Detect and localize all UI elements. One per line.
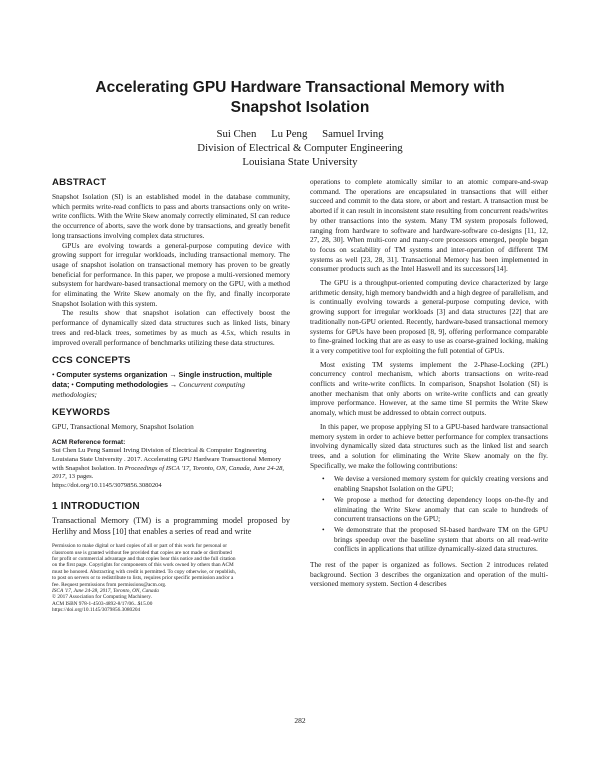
body-paragraph: operations to complete atomically similar to an atomic compare-and-swap command. The operations are encapsulated in transactions that will either succeed and commit to the data store, or abort and restart. A transaction must be aborted if it can result in inconsistent state resulting from concurrent reads/writes by other transactions into the system. Many TM system proposals followed, ranging from hardware to software and hardware-software co-designs [11, 12, 27, 28, 30]. When multi-core and many-core processors emerged, people began to focus on scalability of TM systems and inter-operation of different TM systems as well [23, 28, 31]. Transactional Memory has been implemented in consumer products such as the Intel Haswell and its successors[14]. xyxy=(310,177,548,274)
permission-line: fee. Request permissions from permissions@acm.org. xyxy=(52,581,167,588)
introduction-heading: 1 INTRODUCTION xyxy=(52,501,140,513)
permission-line: ACM ISBN 978-1-4503-4892-8/17/06...$15.00 xyxy=(52,600,153,607)
title-line-2: Snapshot Isolation xyxy=(230,99,370,116)
list-item xyxy=(310,474,548,493)
keywords-text: GPU, Transactional Memory, Snapshot Isolation xyxy=(52,422,194,432)
author-department: Division of Electrical & Computer Engineering xyxy=(197,142,403,154)
author-name: Lu Peng xyxy=(271,128,308,140)
acm-reference-plain: Sui Chen Lu Peng Samuel Irving Division of Electrical & Computer Engineering Louisiana State University . 2017. Accelerating GPU Hardware Transactional Memory with Snapshot Isolation. In xyxy=(52,447,282,472)
permission-line: to post on servers or to redistribute to lists, requires prior specific permission and/or a xyxy=(52,575,234,582)
author-university: Louisiana State University xyxy=(242,156,358,168)
ccs-bullet: • xyxy=(71,379,74,389)
ccs-text xyxy=(52,370,290,399)
abstract-paragraph: Snapshot Isolation (SI) is an established model in the database community, which permits write-read conflicts to pass and aborts transactions only on write-write conflicts. With the Write Skew anomaly correctly eliminated, SI can reduce the occurrence of aborts, save the work done by transactions, and greatly benefit long transactions involving complex data structures. xyxy=(52,192,290,240)
acm-reference-doi[interactable]: https://doi.org/10.1145/3079856.3080204 xyxy=(52,482,162,490)
title-line-1: Accelerating GPU Hardware Transactional Memory with xyxy=(95,79,505,96)
bullet-glyph: • xyxy=(322,524,325,534)
permission-line: must be honored. Abstracting with credit is permitted. To copy otherwise, or republish, xyxy=(52,568,237,575)
acm-reference-heading: ACM Reference format: xyxy=(52,439,126,447)
ccs-concept-1-detail: Single instruction, multiple data; xyxy=(52,370,273,389)
list-item xyxy=(310,495,548,524)
body-paragraph: Most existing TM systems implement the 2-Phase-Locking (2PL) concurrency control mechanism, which aborts transactions on write-read conflicts and write-write conflicts. In comparison, Snapshot Isolation (SI) is another mechanism that only aborts on write-write conflicts and can greatly improve performance. However, at the same time SI permits the Write Skew anomaly, which must be addressed to obtain correct outputs. xyxy=(310,359,548,418)
permission-notice xyxy=(52,543,290,613)
acm-reference-pages: 13 pages. xyxy=(66,473,94,481)
permission-line: classroom use is granted without fee provided that copies are not made or distributed xyxy=(52,549,232,556)
author-name: Sui Chen xyxy=(216,128,257,140)
keywords-heading: KEYWORDS xyxy=(52,407,111,419)
abstract-heading: ABSTRACT xyxy=(52,177,107,188)
permission-line[interactable]: https://doi.org/10.1145/3079856.3080204 xyxy=(52,607,141,614)
left-column xyxy=(52,177,290,614)
page-number: 282 xyxy=(294,716,306,725)
list-item xyxy=(310,525,548,554)
permission-line: on the first page. Copyrights for components of this work owned by others than ACM xyxy=(52,562,234,569)
abstract-paragraph: The results show that snapshot isolation can effectively boost the performance of dynamically sized data structures such as linked lists, binary trees and red-black trees, sometimes by as much as 4.5x, which results in improved overall performance of benchmarks utilizing these data structures. xyxy=(52,308,290,347)
permission-line: © 2017 Association for Computing Machinery. xyxy=(52,594,152,601)
right-column xyxy=(310,177,548,593)
author-block xyxy=(40,127,560,169)
contribution-text: We demonstrate that the proposed SI-based hardware TM on the GPU brings speedup over the baseline system that aborts on all read-write conflicts in applications that utilize dynamically-sized data structures. xyxy=(334,524,548,554)
paper-title xyxy=(40,78,560,118)
contribution-text: We propose a method for detecting dependency loops on-the-fly and eliminating the Write Skew anomaly that can scale to hundreds of concurrent transactions on the GPU; xyxy=(334,494,548,524)
ccs-concept-2: Computing methodologies xyxy=(75,379,169,389)
ccs-heading: CCS CONCEPTS xyxy=(52,355,131,367)
body-paragraph: The rest of the paper is organized as follows. Section 2 introduces related background. Section 3 describes the organization and operation of the multi-versioned memory system. Section 4 describes xyxy=(310,560,548,589)
author-name: Samuel Irving xyxy=(322,128,384,140)
ccs-concept-1: Computer systems organization xyxy=(56,370,168,380)
body-paragraph: In this paper, we propose applying SI to a GPU-based hardware transactional memory system in order to achieve better performance for complex transactions involving dynamically sized data structures such as the linked list and search trees, and a solution for eliminating the Write Skew anomaly on the fly. Specifically, we make the following contributions: xyxy=(310,421,548,470)
body-paragraph: The GPU is a throughput-oriented computing device characterized by large arithmetic density, high memory bandwidth and a high degree of parallelism, and is continually evolving towards a general-purpose computing device, with growing support for irregular workloads [3] and data structures [22] that are traditionally non-GPU oriented. Recently, hardware-based transactional memory systems for GPUs have been proposed [8, 9], offering performance comparable to fine-grained locking that are as easy to use as coarse-grained locking, making it a very competitive tool for exploiting the full potential of GPUs. xyxy=(310,278,548,355)
abstract-paragraph: GPUs are evolving towards a general-purpose computing device with growing support for irregular workloads, including transactional memory. The usage of snapshot isolation on transactional memory has proven to be greatly beneficial for performance. In this paper, we propose a multi-versioned memory subsystem for hardware-based transactional memory on the GPU, with a method for eliminating the Write Skew anomaly on the fly, and finally incorporate Snapshot Isolation with this system. xyxy=(52,240,290,308)
ccs-bullet: • xyxy=(52,370,55,380)
permission-line: Permission to make digital or hard copies of all or part of this work for personal or xyxy=(52,543,228,550)
ccs-concepts-section xyxy=(52,355,290,399)
ccs-arrow: → xyxy=(169,379,178,389)
ccs-arrow: → xyxy=(169,370,177,380)
contribution-text: We devise a versioned memory system for quickly creating versions and enabling Snapshot Isolation on the GPU; xyxy=(334,474,548,494)
acm-reference-venue: Proceedings of ISCA '17, Toronto, ON, Canada, June 24-28, 2017, xyxy=(52,464,285,481)
author-names xyxy=(40,127,560,141)
acm-reference-text xyxy=(52,447,290,491)
permission-line: ISCA '17, June 24-28, 2017, Toronto, ON, Canada xyxy=(52,588,159,595)
ccs-concept-2-detail: Concurrent computing methodologies; xyxy=(52,379,246,399)
abstract-section xyxy=(52,177,290,347)
introduction-paragraph: Transactional Memory (TM) is a programming model proposed by Herlihy and Moss [10] that enables a series of read and write xyxy=(52,516,290,536)
permission-line: for profit or commercial advantage and that copies bear this notice and the full citation xyxy=(52,556,236,563)
bullet-glyph: • xyxy=(322,474,325,484)
bullet-glyph: • xyxy=(322,494,325,504)
keywords-section xyxy=(52,407,290,491)
contribution-list xyxy=(310,474,548,554)
